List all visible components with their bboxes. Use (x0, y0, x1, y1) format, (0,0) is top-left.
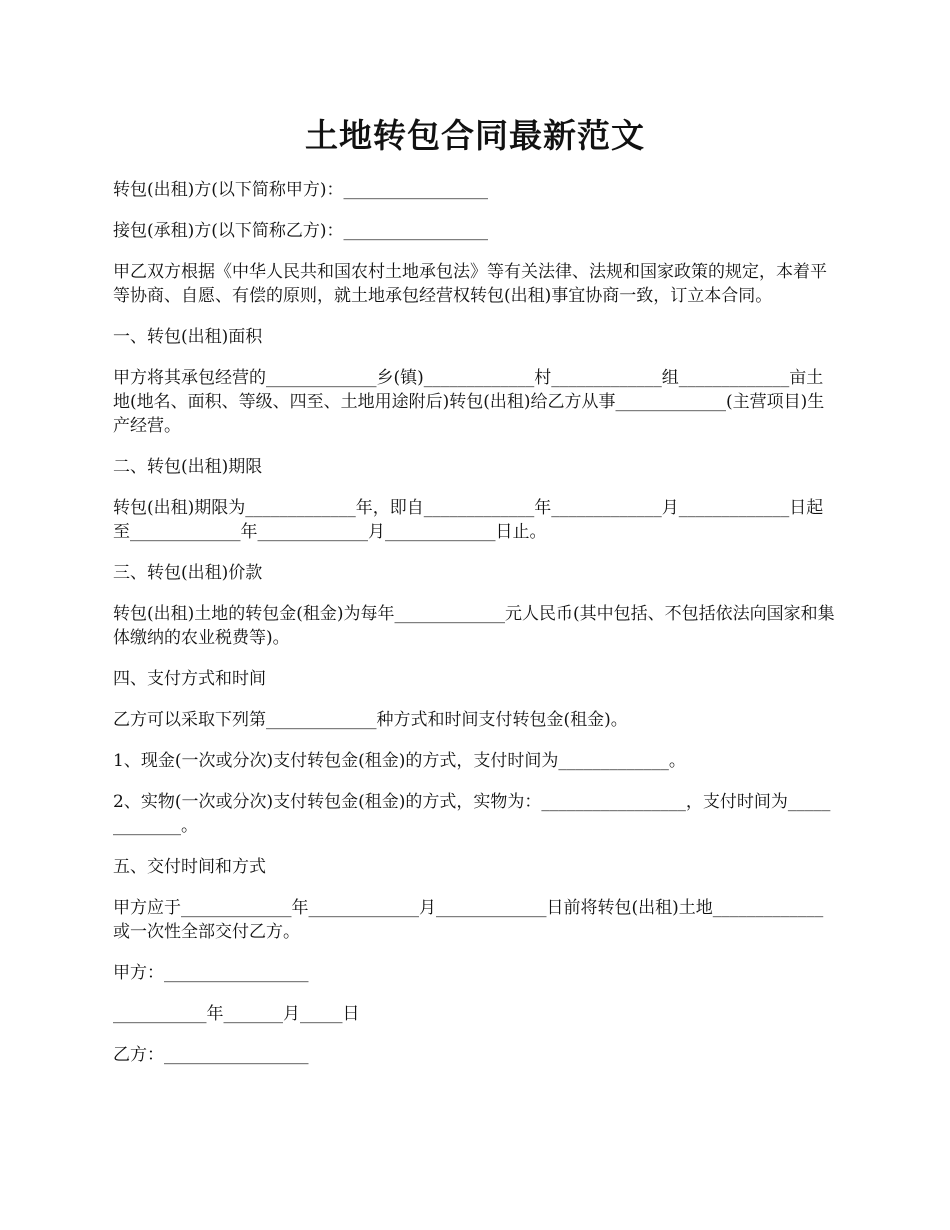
document-body (113, 178, 835, 1084)
party-a-line: 转包(出租)方(以下简称甲方)：_________________ (113, 180, 489, 200)
payment-goods-paragraph: 2、实物(一次或分次)支付转包金(租金)的方式，实物为：_________________，支付时间为_____________。 (113, 792, 831, 836)
section-heading-area: 一、转包(出租)面积 (113, 327, 263, 347)
signature-party-b: 乙方：_________________ (113, 1045, 309, 1065)
section-heading-payment: 四、支付方式和时间 (113, 669, 266, 689)
section-heading-term: 二、转包(出租)期限 (113, 457, 263, 477)
signature-date: ___________年_______月_____日 (113, 1004, 360, 1024)
payment-cash-paragraph: 1、现金(一次或分次)支付转包金(租金)的方式，支付时间为_____________。 (113, 751, 686, 771)
section-heading-delivery: 五、交付时间和方式 (113, 857, 266, 877)
preamble-paragraph: 甲乙双方根据《中华人民共和国农村土地承包法》等有关法律、法规和国家政策的规定，本着平等协商、自愿、有偿的原则，就土地承包经营权转包(出租)事宜协商一致，订立本合同。 (113, 262, 827, 306)
delivery-paragraph: 甲方应于_____________年_____________月_____________日前将转包(出租)土地_____________或一次性全部交付乙方。 (113, 898, 824, 942)
price-paragraph: 转包(出租)土地的转包金(租金)为每年_____________元人民币(其中包括、不包括依法向国家和集体缴纳的农业税费等)。 (113, 604, 835, 648)
section-heading-price: 三、转包(出租)价款 (113, 563, 263, 583)
document-title: 土地转包合同最新范文 (305, 116, 645, 155)
payment-choice-paragraph: 乙方可以采取下列第_____________种方式和时间支付转包金(租金)。 (113, 710, 628, 730)
party-b-line: 接包(承租)方(以下简称乙方)：_________________ (113, 221, 489, 241)
term-paragraph: 转包(出租)期限为_____________年，即自_____________年_____________月_____________日起至_____________年_____________月_____________日止。 (113, 498, 824, 542)
signature-party-a: 甲方：_________________ (113, 963, 309, 983)
area-paragraph: 甲方将其承包经营的_____________乡(镇)_____________村_____________组_____________亩土地(地名、面积、等级、四至、土地用途附后)转包(出租)给乙方从事_____________(主营项目)生产经营。 (113, 368, 825, 436)
